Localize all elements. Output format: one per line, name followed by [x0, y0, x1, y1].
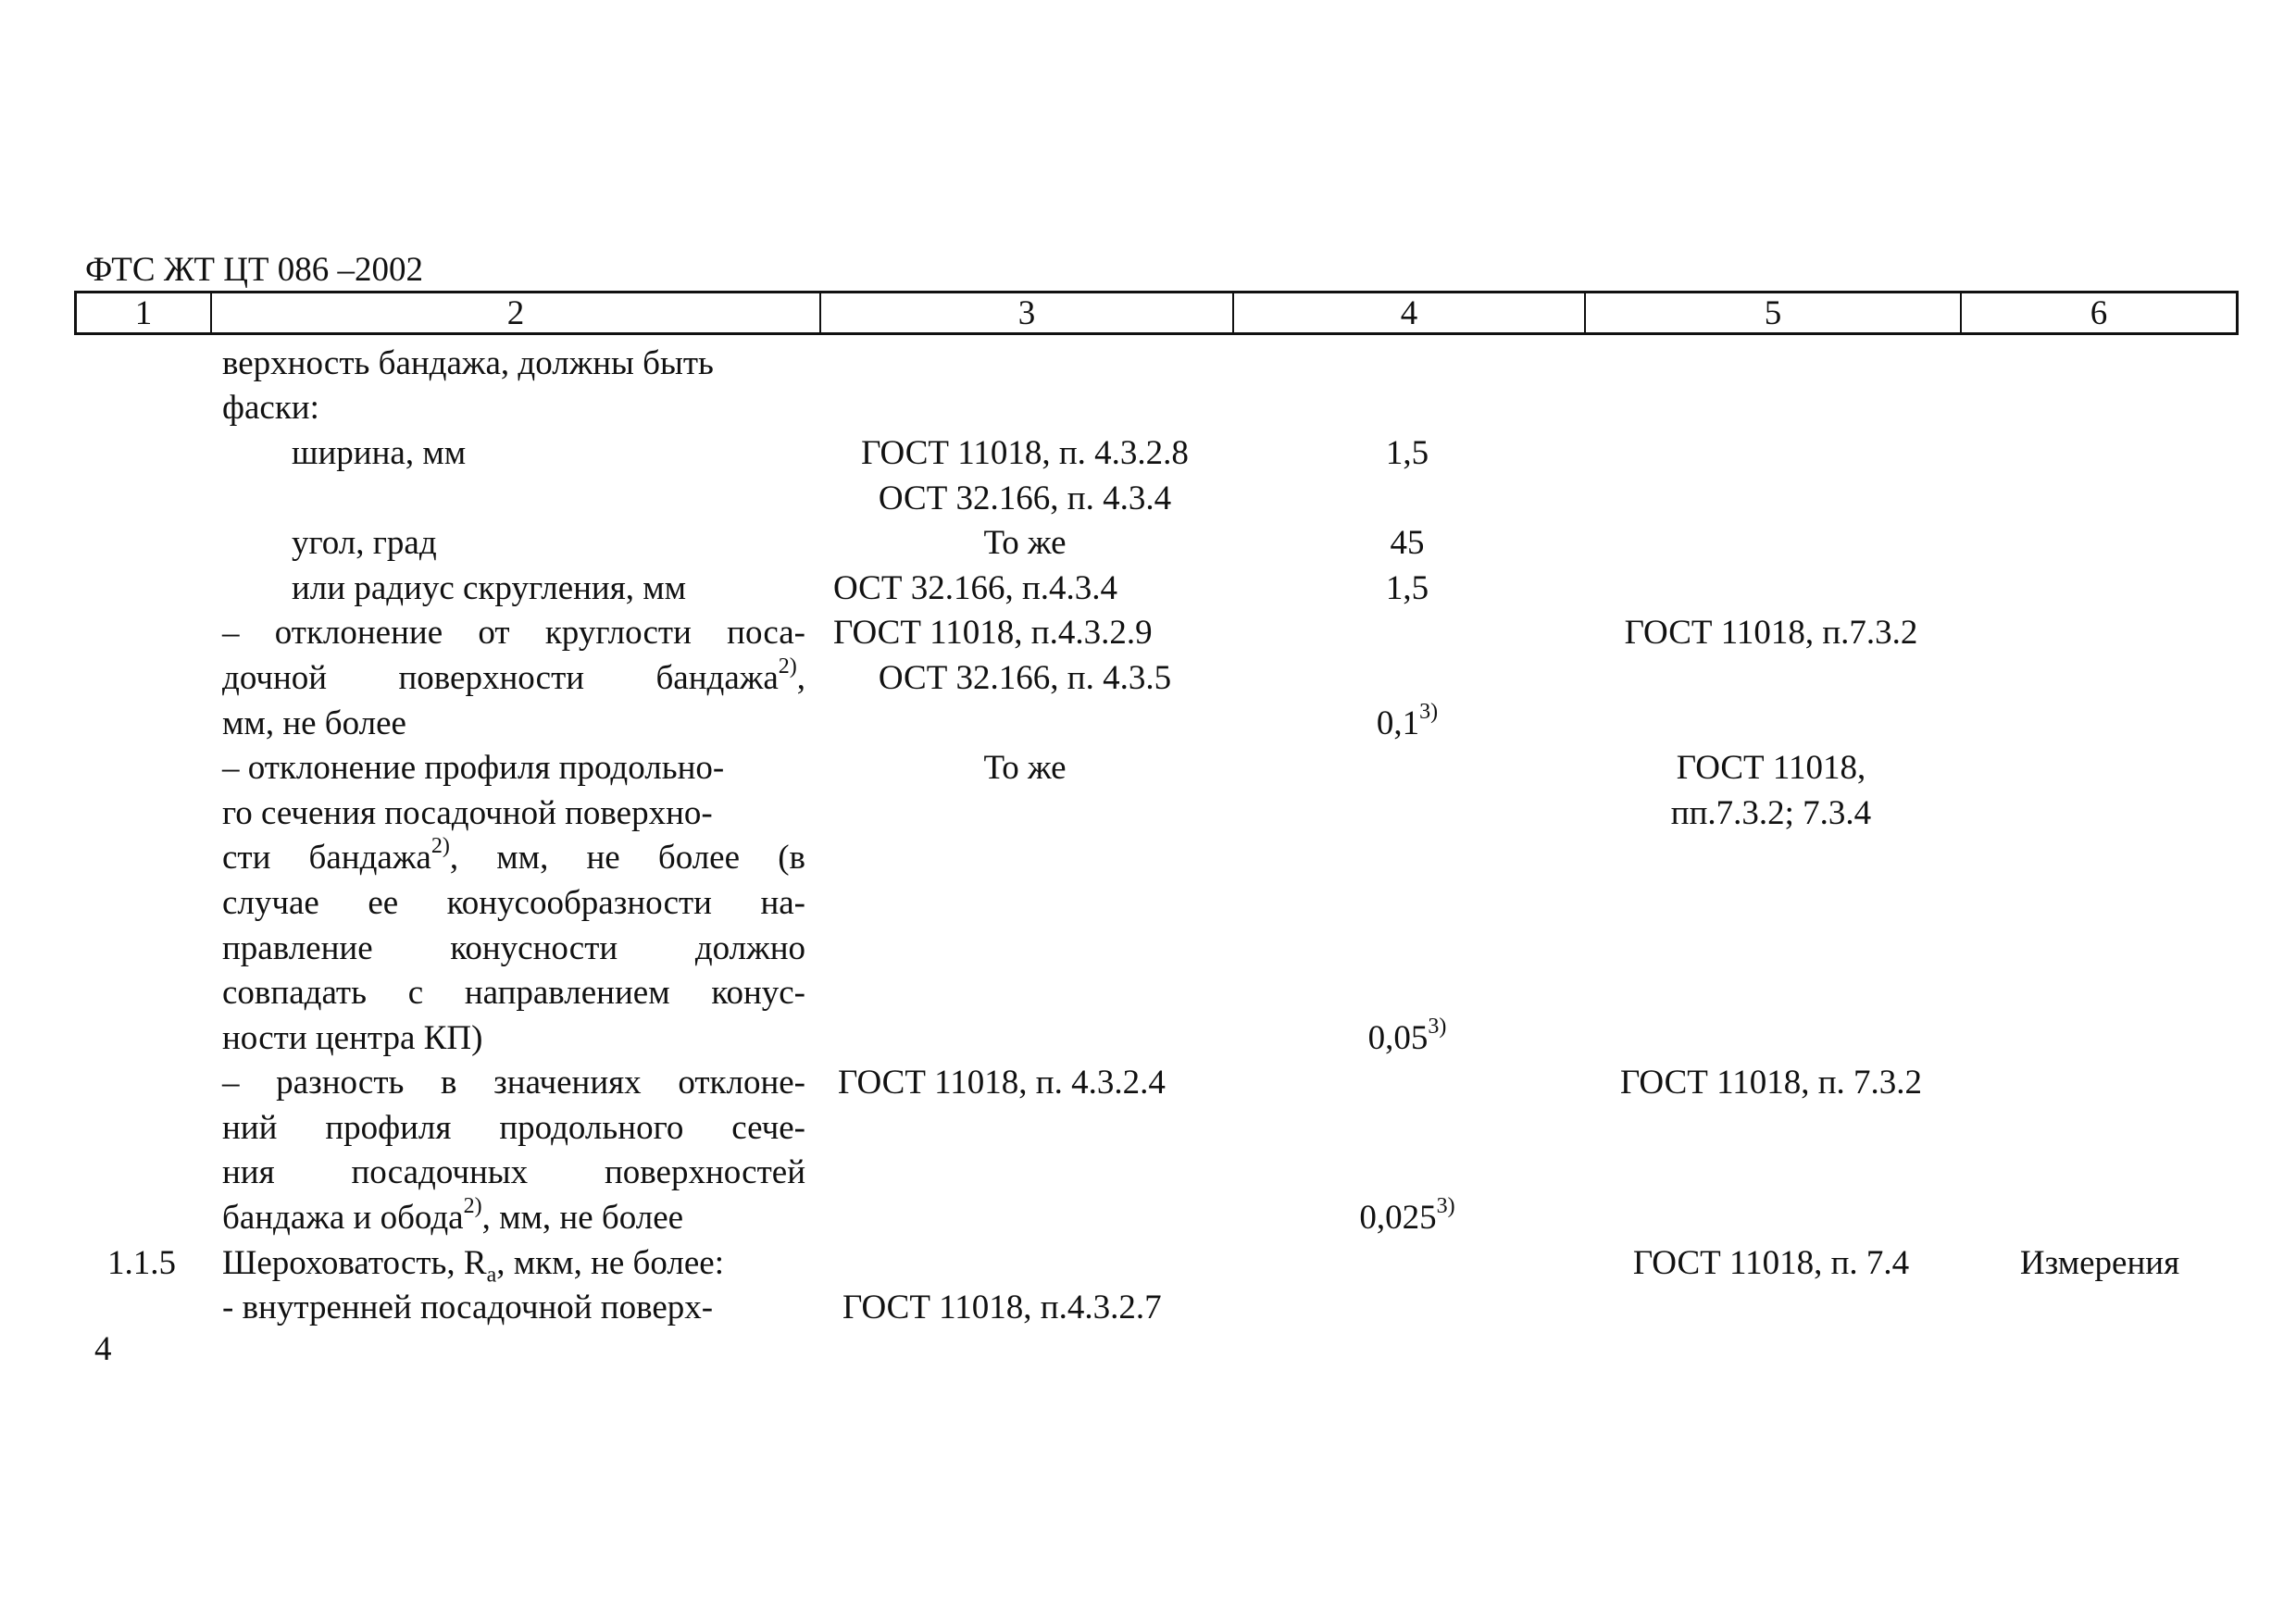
footnote-ref: 3)	[1419, 699, 1439, 724]
requirement-text	[222, 1240, 724, 1286]
requirement-text: или радиус скругления, мм	[292, 569, 687, 607]
norm-value: 45	[1390, 524, 1425, 562]
requirement-text: ширина, мм	[292, 434, 467, 472]
requirement-text: правление конусности должно	[222, 929, 805, 967]
test-method-reference: ГОСТ 11018, п. 7.3.2	[1619, 1064, 1923, 1102]
footnote-ref: 3)	[1436, 1193, 1455, 1218]
text-fragment: дочной поверхности бандажа	[222, 659, 779, 697]
normative-reference: ГОСТ 11018, п.4.3.2.9	[833, 614, 1153, 652]
norm-value	[1231, 1015, 1583, 1061]
column-number-3: 3	[821, 293, 1234, 332]
footnote-ref: 2)	[778, 654, 797, 679]
norm-value: 1,5	[1385, 434, 1429, 472]
requirement-text: совпадать с направлением конус-	[222, 974, 805, 1012]
normative-reference: ОСТ 32.166, п. 4.3.4	[878, 479, 1172, 517]
value-text: 0,025	[1359, 1199, 1437, 1237]
column-number-1: 1	[77, 293, 212, 332]
footnote-ref: 3)	[1428, 1014, 1447, 1039]
subscript-text: a	[486, 1263, 497, 1288]
column-number-2: 2	[212, 293, 821, 332]
column-number-6: 6	[2090, 294, 2108, 332]
text-fragment: , мм, не более	[481, 1199, 684, 1237]
table-column-header	[74, 291, 2239, 335]
test-method-reference: ГОСТ 11018, п. 7.4	[1632, 1244, 1910, 1282]
norm-value: 1,5	[1385, 569, 1429, 607]
requirement-text: мм, не более	[222, 704, 406, 742]
norm-value	[1231, 1195, 1583, 1240]
requirement-text	[222, 1195, 683, 1240]
requirement-text: – отклонение профиля продольно-	[222, 749, 725, 787]
requirement-text: – отклонение от круглости поса-	[222, 614, 805, 652]
requirement-text: ний профиля продольного сече-	[222, 1109, 805, 1147]
normative-reference: ГОСТ 11018, п.4.3.2.7	[842, 1289, 1162, 1326]
value-text: 0,1	[1376, 704, 1420, 742]
text-fragment: ,	[796, 659, 805, 697]
test-method-reference: пп.7.3.2; 7.3.4	[1670, 794, 1872, 832]
document-header: ФТС ЖТ ЦТ 086 –2002	[85, 251, 424, 289]
requirement-text: - внутренней посадочной поверх-	[222, 1289, 714, 1326]
requirement-text: угол, град	[292, 524, 437, 562]
normative-reference: То же	[983, 524, 1067, 562]
column-number-4: 4	[1234, 293, 1586, 332]
requirement-text: ния посадочных поверхностей	[222, 1153, 805, 1191]
normative-reference: ГОСТ 11018, п. 4.3.2.4	[838, 1064, 1166, 1102]
footnote-ref: 2)	[463, 1193, 482, 1218]
normative-reference: ОСТ 32.166, п. 4.3.5	[878, 659, 1172, 697]
requirement-text: фаски:	[222, 389, 319, 427]
normative-reference: То же	[983, 749, 1067, 787]
text-fragment: сти бандажа	[222, 839, 431, 877]
control-type: Измерения	[2019, 1244, 2180, 1282]
item-number: 1.1.5	[107, 1244, 176, 1282]
page-number: 4	[94, 1330, 112, 1368]
requirement-text: верхность бандажа, должны быть	[222, 344, 714, 382]
text-fragment: Шероховатость, R	[222, 1244, 487, 1282]
text-fragment: , мкм, не более:	[496, 1244, 724, 1282]
footnote-ref: 2)	[430, 833, 450, 858]
test-method-reference: ГОСТ 11018, п.7.3.2	[1624, 614, 1918, 652]
column-number-5: 5	[1586, 293, 1962, 332]
normative-reference: ОСТ 32.166, п.4.3.4	[833, 569, 1118, 607]
requirement-text: – разность в значениях отклоне-	[222, 1064, 805, 1102]
requirement-text: ности центра КП)	[222, 1019, 483, 1057]
text-fragment: бандажа и обода	[222, 1199, 464, 1237]
text-fragment: , мм, не более (в	[449, 839, 805, 877]
normative-reference: ГОСТ 11018, п. 4.3.2.8	[861, 434, 1189, 472]
norm-value	[1231, 701, 1583, 746]
requirement-text-line	[222, 655, 805, 701]
requirement-text: го сечения посадочной поверхно-	[222, 794, 713, 832]
value-text: 0,05	[1367, 1019, 1429, 1057]
requirement-text: случае ее конусообразности на-	[222, 884, 805, 922]
requirement-text	[222, 835, 805, 880]
test-method-reference: ГОСТ 11018,	[1676, 749, 1866, 787]
